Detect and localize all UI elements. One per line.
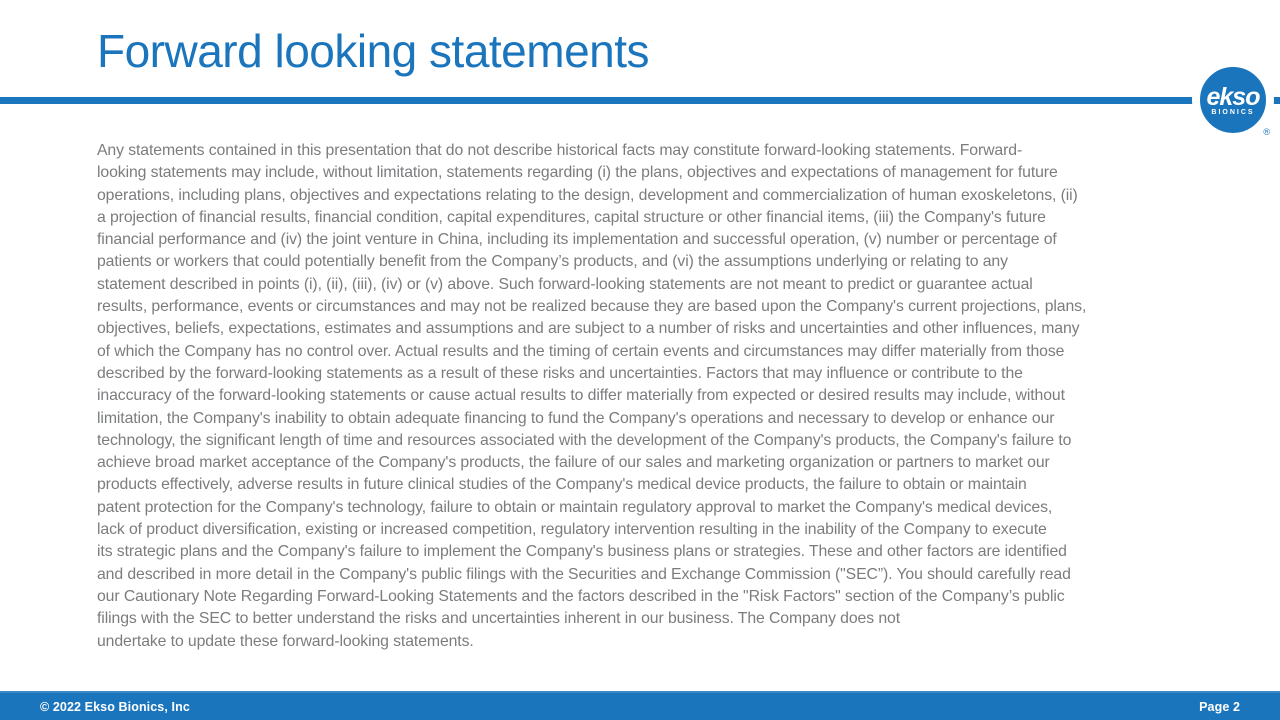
body-line: technology, the significant length of time and resources associated with the development of the Company's products, the Company's failure to	[97, 431, 1072, 449]
body-line: operations, including plans, objectives and expectations relating to the design, development and commercialization of human exoskeletons, (ii)	[97, 186, 1078, 204]
ekso-bionics-logo	[1192, 59, 1274, 141]
body-line: filings with the SEC to better understand the risks and uncertainties inherent in our business. The Company does not	[97, 610, 900, 628]
body-line: of which the Company has no control over. Actual results and the timing of certain events and circumstances may differ materially from those	[97, 342, 1065, 360]
body-line: patent protection for the Company's technology, failure to obtain or maintain regulatory approval to market the Company's medical devices,	[97, 498, 1053, 516]
body-line: Any statements contained in this presentation that do not describe historical facts may constitute forward-looking statements. Forward-	[97, 142, 1023, 159]
body-line: financial performance and (iv) the joint venture in China, including its implementation and successful operation, (v) number or percentage of	[97, 231, 1057, 249]
body-line: described by the forward-looking statements as a result of these risks and uncertainties. Factors that may influence or contribute to the	[97, 364, 1023, 382]
footer-bar	[0, 691, 1280, 720]
body-line: statement described in points (i), (ii), (iii), (iv) or (v) above. Such forward-looking statements are not meant to predict or guarantee actual	[97, 275, 1033, 293]
body-line: looking statements may include, without limitation, statements regarding (i) the plans, objectives and expectations of management for future	[97, 164, 1058, 182]
logo-brand-text: ekso	[1206, 82, 1260, 111]
body-line: achieve broad market acceptance of the Company's products, the failure of our sales and marketing organization or partners to market our	[97, 454, 1050, 472]
body-line: patients or workers that could potentially benefit from the Company’s products, and (vi) the assumptions underlying or relating to any	[97, 253, 1008, 271]
body-line: limitation, the Company's inability to obtain adequate financing to fund the Company's operations and necessary to develop or enhance our	[97, 409, 1055, 427]
body-line: undertake to update these forward-looking statements.	[97, 632, 474, 650]
body-line: and described in more detail in the Company's public filings with the Securities and Exchange Commission ("SEC”). You should carefully read	[97, 565, 1071, 583]
body-line: inaccuracy of the forward-looking statements or cause actual results to differ materially from expected or desired results may include, without	[97, 387, 1065, 405]
body-line: objectives, beliefs, expectations, estimates and assumptions and are subject to a number of risks and uncertainties and other influences, many	[97, 320, 1080, 338]
body-line: lack of product diversification, existing or increased competition, regulatory intervention resulting in the inability of the Company to execute	[97, 521, 1047, 539]
body-text	[97, 140, 1207, 653]
registered-trademark-symbol: ®	[1263, 127, 1270, 137]
body-line: a projection of financial results, financial condition, capital expenditures, capital structure or other financial items, (iii) the Company's future	[97, 208, 1046, 226]
footer-copyright: © 2022 Ekso Bionics, Inc	[40, 699, 190, 714]
body-line: its strategic plans and the Company's failure to implement the Company's business plans or strategies. These and other factors are identified	[97, 543, 1067, 561]
body-line: products effectively, adverse results in future clinical studies of the Company's medical device products, the failure to obtain or maintain	[97, 476, 1027, 494]
title-divider-rule	[0, 97, 1280, 104]
page-title: Forward looking statements	[97, 25, 650, 77]
body-line: our Cautionary Note Regarding Forward-Looking Statements and the factors described in the "Risk Factors" section of the Company’s public	[97, 587, 1065, 605]
logo-subbrand-text: BIONICS	[1211, 108, 1255, 116]
body-line: results, performance, events or circumstances and may not be realized because they are based upon the Company's current projections, plans,	[97, 298, 1087, 316]
footer-page-number: Page 2	[1199, 699, 1240, 714]
